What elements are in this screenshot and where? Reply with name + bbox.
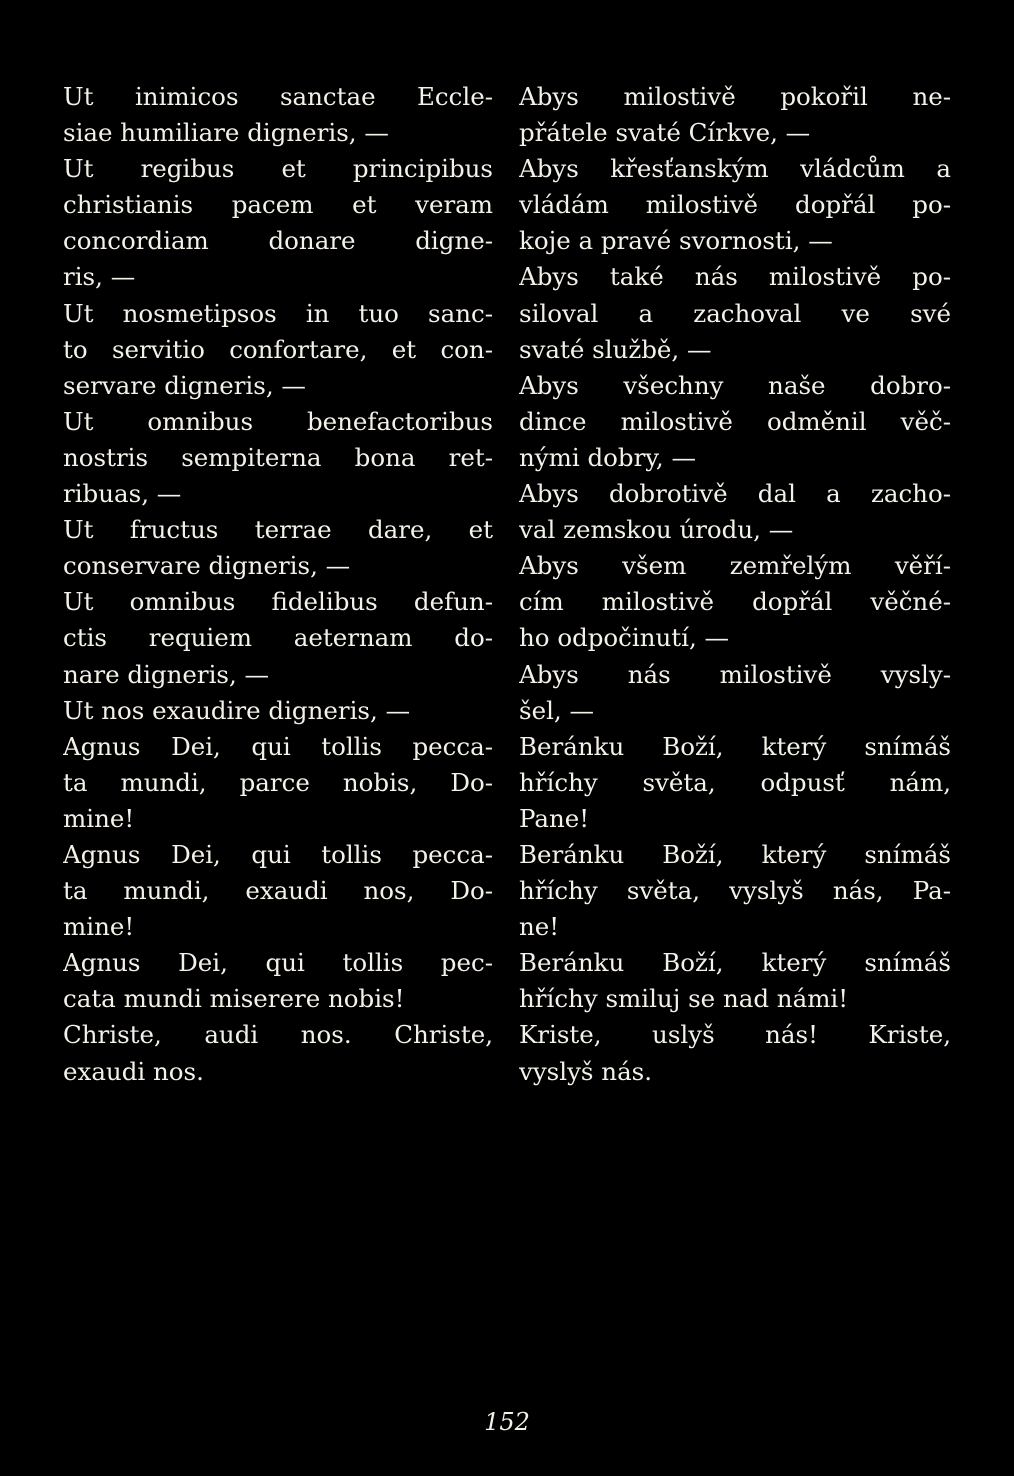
text-line: Ut inimicos sanctae Eccle- <box>63 82 493 111</box>
text-line: Agnus Dei, qui tollis pec- <box>63 948 493 978</box>
czech-text-column <box>519 79 951 1090</box>
text-line: koje a pravé svornosti, — <box>519 226 833 256</box>
text-line: přátele svaté Církve, — <box>519 118 811 148</box>
text-line: ho odpočinutí, — <box>519 623 730 653</box>
text-line: siae humiliare digneris, — <box>63 118 389 148</box>
text-line: christianis pacem et veram <box>63 190 493 220</box>
text-line: ribuas, — <box>63 479 182 509</box>
text-line: ta mundi, parce nobis, Do- <box>63 767 493 797</box>
text-line: nostris sempiterna bona ret- <box>63 442 493 472</box>
text-line: Ut omnibus fidelibus defun- <box>63 587 493 617</box>
text-line: Abys křesťanským vládcům a <box>519 154 951 184</box>
text-line: cím milostivě dopřál věčné- <box>519 587 951 617</box>
text-line: vládám milostivě dopřál po- <box>519 190 951 220</box>
text-line: Abys dobrotivě dal a zacho- <box>519 479 951 509</box>
text-line: šel, — <box>519 695 594 725</box>
text-line: Beránku Boží, který snímáš <box>519 731 951 761</box>
text-line: siloval a zachoval ve své <box>519 298 951 328</box>
text-line: Pane! <box>519 803 590 833</box>
text-line: mine! <box>63 803 135 833</box>
text-line: Agnus Dei, qui tollis pecca- <box>63 731 493 761</box>
page-number: 152 <box>484 1408 530 1436</box>
text-line: nými dobry, — <box>519 442 696 472</box>
text-line: Christe, audi nos. Christe, <box>63 1020 493 1050</box>
text-line: hříchy světa, odpusť nám, <box>519 767 951 797</box>
text-line: ris, — <box>63 262 136 292</box>
text-line: Ut nos exaudire digneris, — <box>63 695 411 725</box>
text-line: conservare digneris, — <box>63 551 351 581</box>
text-line: hříchy smiluj se nad námi! <box>519 984 849 1014</box>
text-line: Ut nosmetipsos in tuo sanc- <box>63 298 493 328</box>
text-line: dince milostivě odměnil věč- <box>519 406 951 436</box>
latin-text-column <box>63 79 493 1090</box>
text-line: Abys nás milostivě vysly- <box>519 659 951 689</box>
text-line: vyslyš nás. <box>519 1056 653 1086</box>
text-line: concordiam donare digne- <box>63 226 493 256</box>
text-line: Abys všechny naše dobro- <box>519 370 951 400</box>
text-line: ne! <box>519 912 560 942</box>
text-line: Beránku Boží, který snímáš <box>519 948 951 978</box>
text-line: Beránku Boží, který snímáš <box>519 839 951 869</box>
text-line: Agnus Dei, qui tollis pecca- <box>63 839 493 869</box>
text-line: hříchy světa, vyslyš nás, Pa- <box>519 876 951 906</box>
text-line: Ut fructus terrae dare, et <box>63 515 493 545</box>
text-line: servare digneris, — <box>63 370 306 400</box>
text-line: mine! <box>63 912 135 942</box>
text-line: Ut omnibus benefactoribus <box>63 406 493 436</box>
text-line: to servitio confortare, et con- <box>63 334 493 364</box>
text-line: Abys všem zemřelým věří- <box>519 551 951 581</box>
text-line: Kriste, uslyš nás! Kriste, <box>519 1020 951 1050</box>
text-line: cata mundi miserere nobis! <box>63 984 405 1014</box>
text-line: ctis requiem aeternam do- <box>63 623 493 653</box>
text-line: ta mundi, exaudi nos, Do- <box>63 876 493 906</box>
text-line: Abys také nás milostivě po- <box>519 262 951 292</box>
text-line: val zemskou úrodu, — <box>519 515 794 545</box>
text-line: svaté službě, — <box>519 334 712 364</box>
text-line: nare digneris, — <box>63 659 270 689</box>
text-line: exaudi nos. <box>63 1056 204 1086</box>
text-line: Ut regibus et principibus <box>63 154 493 184</box>
text-line: Abys milostivě pokořil ne- <box>519 82 951 111</box>
